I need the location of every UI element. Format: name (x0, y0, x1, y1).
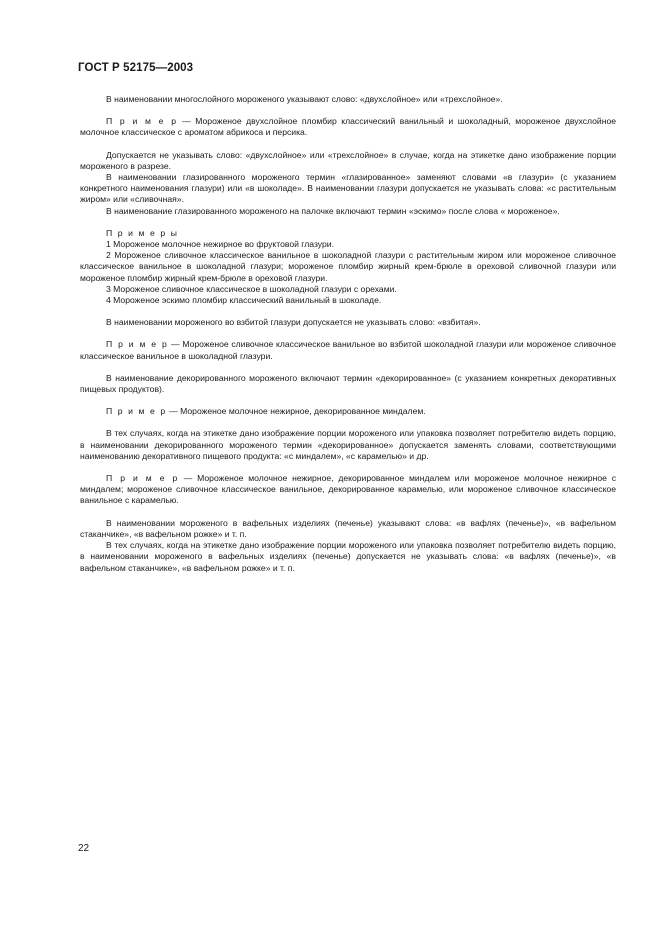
example-text: — Мороженое двухслойное пломбир классический ванильный и шоколадный, мороженое двухслойное молочное классическое с ароматом абрикоса и персика. (80, 116, 617, 138)
page-number: 22 (78, 843, 90, 854)
body-paragraph: В наименование декорированного мороженого включают термин «декорированное» (с указанием конкретных декоративных пищевых продуктов). (80, 372, 616, 395)
body-paragraph: Допускается не указывать слово: «двухслойное» или «трехслойное» в случае, когда на этикетке дано изображение порции мороженого в разрезе. (80, 149, 616, 171)
body-paragraph: В тех случаях, когда на этикетке дано изображение порции мороженого или упаковка позволяет потребителю видеть порцию, в наименовании декорированного мороженого термин «декорированное» допускается заменять словами, соответствующими наименованию декоративного пищевого продукта: «с миндалем», «с карамелью» и др. (80, 428, 616, 461)
example-label: П р и м е р (106, 116, 178, 127)
paragraph-gap (80, 362, 616, 373)
body-paragraph: 2 Мороженое сливочное классическое ванильное в шоколадной глазури с растительным жиром или мороженое сливочное классическое ванильное в шоколадной глазури; мороженое пломбир жирный крем-брюле в ореховой сливочной глазури или мороженое пломбир жирный крем-брюле в ореховой глазури. (80, 250, 616, 283)
paragraph-gap (80, 217, 616, 228)
example-text: — Мороженое молочное нежирное, декорированное миндалем или мороженое молочное нежирное с миндалем; мороженое сливочное классическое ванильное, декорированное карамелью, или мороженое сливочное классическое ванильное с карамелью. (80, 473, 616, 506)
paragraph-gap (80, 417, 616, 428)
examples-heading: П р и м е р ы (106, 227, 179, 238)
body-paragraph: В наименовании мороженого в вафельных изделиях (печенье) указывают слова: «в вафлях (печенье)», «в вафельном стаканчике», «в вафельном рожке» и т. п. (80, 517, 616, 539)
body-paragraph: В наименование глазированного мороженого на палочке включают термин «эскимо» после слова « мороженое». (106, 205, 560, 216)
paragraph-gap (80, 306, 616, 317)
example-label: П р и м е р (106, 473, 179, 484)
example-text: — Мороженое сливочное классическое ванильное во взбитой шоколадной глазури или мороженое сливочное классическое ванильное в шоколадной глазури. (80, 339, 616, 361)
paragraph-gap (80, 105, 616, 116)
body-paragraph: В тех случаях, когда на этикетке дано изображение порции мороженого или упаковка позволяет потребителю видеть порцию, в наименовании мороженого в вафельных изделиях (печенье) допускается не указывать слова: «в вафлях (печенье)», «в вафельном стаканчике», «в вафельном рожке» и т. п. (80, 540, 616, 573)
body-paragraph: В наименовании глазированного мороженого термин «глазированное» заменяют словами «в глазури» (с указанием конкретного наименования глазури) или «в шоколаде». В наименовании глазури допускается не указывать слова: «с растительным жиром» или «сливочная». (80, 172, 616, 205)
body-paragraph: В наименовании многослойного мороженого указывают слово: «двухслойное» или «трехслойное». (106, 94, 503, 104)
example-text: — Мороженое молочное нежирное, декорированное миндалем. (166, 406, 426, 417)
example-label: П р и м е р (106, 339, 169, 350)
paragraph-gap (80, 462, 616, 473)
example-paragraph (80, 116, 616, 138)
document-body (80, 94, 616, 574)
body-paragraph: 3 Мороженое сливочное классическое в шоколадной глазури с орехами. (106, 283, 397, 294)
paragraph-gap (80, 328, 616, 339)
paragraph-gap (80, 507, 616, 518)
example-label: П р и м е р (106, 406, 167, 417)
example-paragraph (80, 473, 616, 507)
example-paragraph (80, 339, 616, 361)
body-paragraph: 1 Мороженое молочное нежирное во фруктовой глазури. (106, 239, 334, 250)
paragraph-gap (80, 395, 616, 406)
paragraph-gap (80, 139, 616, 150)
body-paragraph: 4 Мороженое эскимо пломбир классический ванильный в шоколаде. (106, 295, 382, 306)
document-header: ГОСТ Р 52175—2003 (78, 62, 194, 74)
example-paragraph (80, 406, 616, 417)
body-paragraph: В наименовании мороженого во взбитой глазури допускается не указывать слово: «взбитая». (106, 317, 481, 328)
